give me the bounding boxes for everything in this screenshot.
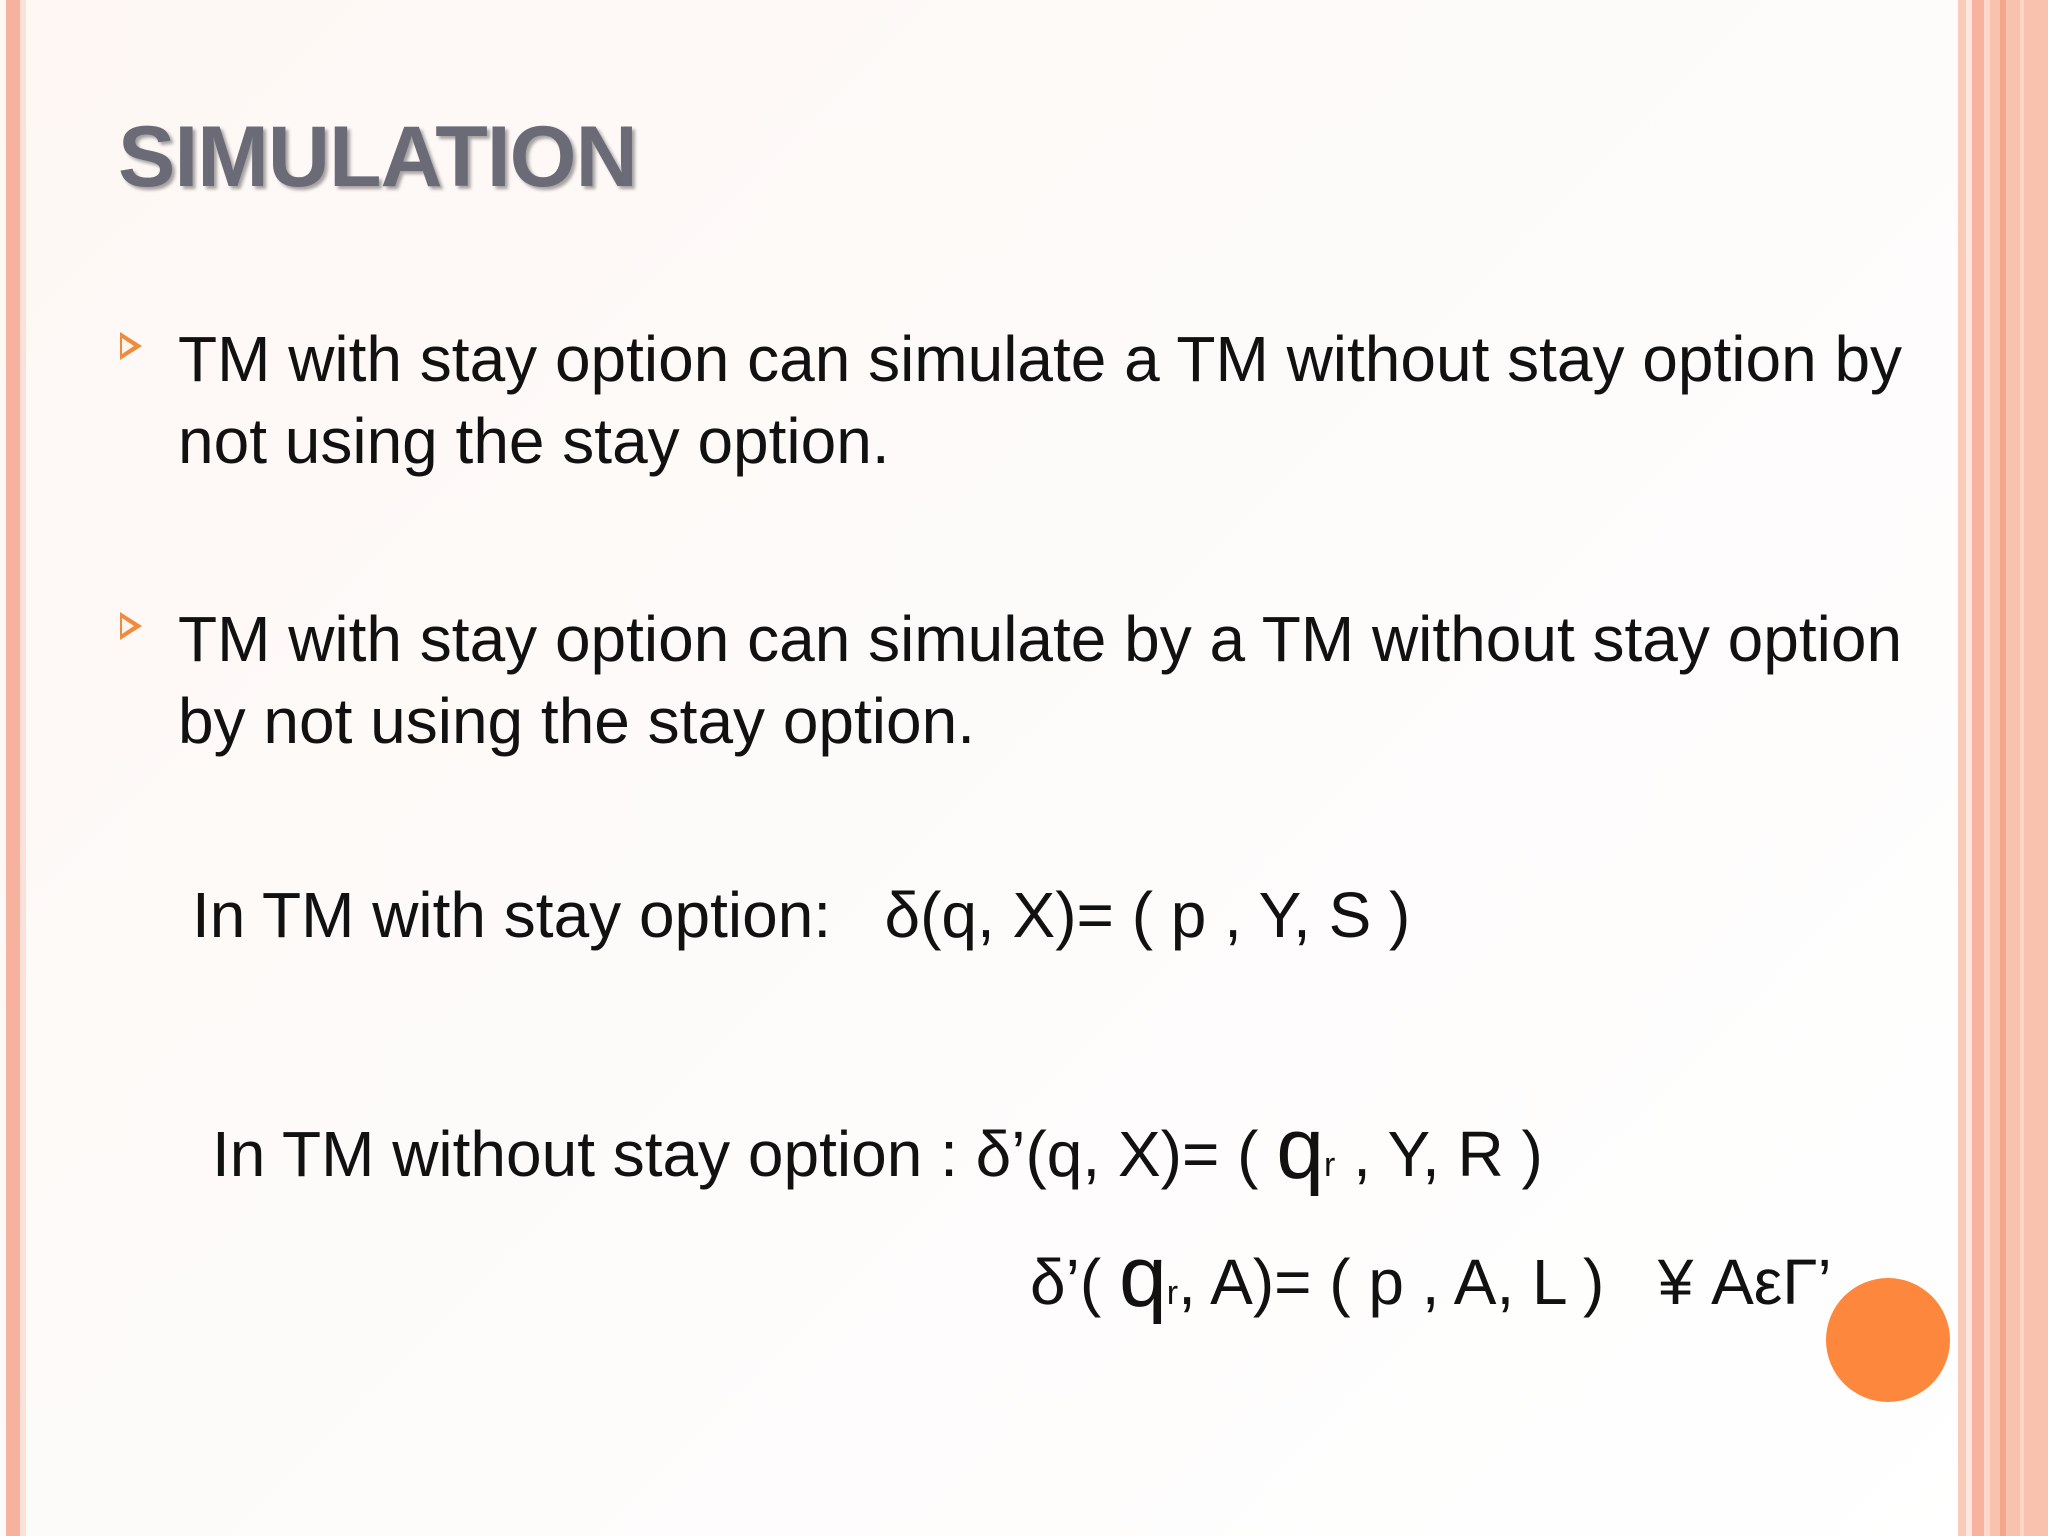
right-border-stripe <box>1972 0 1984 1536</box>
equation-stay-option: In TM with stay option: δ(q, X)= ( p , Y, S ) <box>192 879 1411 951</box>
state-subscript: r <box>1166 1274 1179 1312</box>
right-border-stripe <box>2000 0 2006 1536</box>
right-border-stripe <box>1958 0 1966 1536</box>
state-q-symbol: q <box>1276 1101 1325 1197</box>
right-border-stripe <box>1990 0 2048 1536</box>
state-q-symbol: q <box>1118 1229 1167 1325</box>
slide-title: SIMULATION <box>118 109 637 205</box>
equation-text: δ’( <box>1030 1246 1119 1318</box>
equation-text: , A)= ( p , A, L ) ¥ AεΓ’ <box>1178 1246 1832 1318</box>
accent-circle <box>1826 1278 1950 1402</box>
equation-text: , Y, R ) <box>1335 1118 1543 1190</box>
right-border-stripe <box>2020 0 2024 1536</box>
arrow-bullet-icon <box>120 612 142 640</box>
arrow-bullet-icon <box>120 332 142 360</box>
left-border-inner-stripe <box>20 0 26 1536</box>
equation-text: In TM without stay option : δ’(q, X)= ( <box>212 1118 1277 1190</box>
left-border-stripe <box>6 0 20 1536</box>
bullet-text: TM with stay option can simulate a TM without stay option by not using the stay option. <box>178 323 1903 477</box>
bullet-text: TM with stay option can simulate by a TM without stay option by not using the stay option. <box>178 603 1903 757</box>
equation-without-stay-left <box>1030 1226 1832 1325</box>
equation-without-stay-right <box>212 1098 1543 1197</box>
state-subscript: r <box>1324 1146 1336 1184</box>
